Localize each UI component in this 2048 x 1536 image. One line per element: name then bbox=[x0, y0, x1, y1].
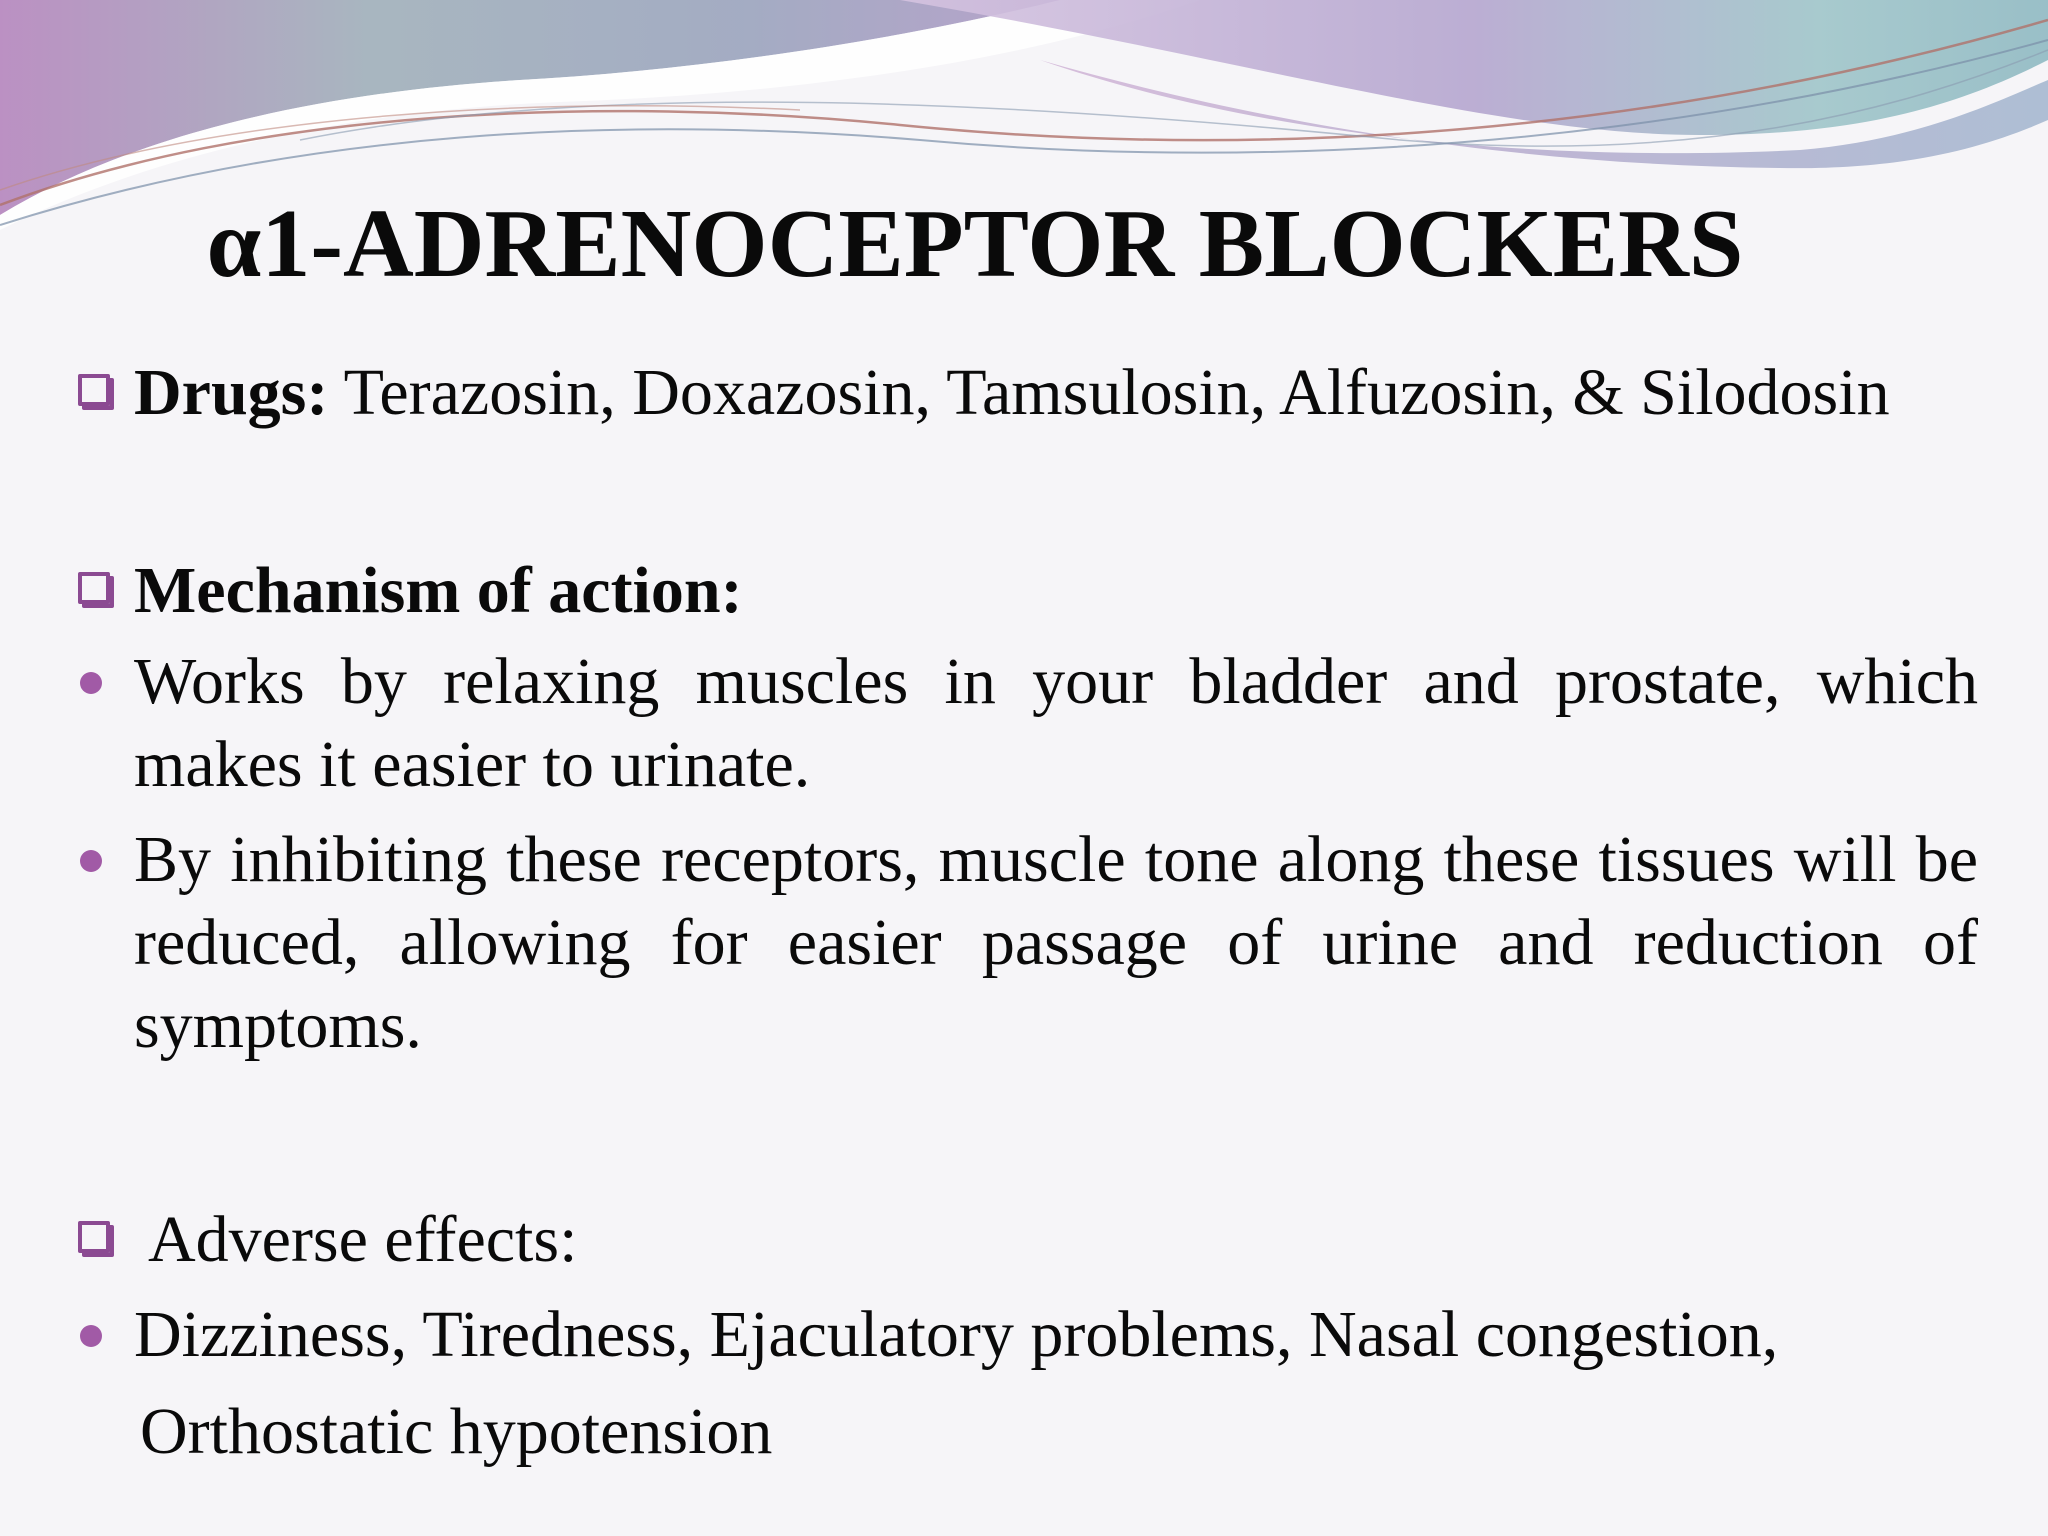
adverse-continuation bbox=[72, 1390, 1978, 1473]
drugs-list: Terazosin, Doxazosin, Tamsulosin, Alfuzosin, & Silodosin bbox=[328, 356, 1890, 429]
round-bullet-icon bbox=[80, 672, 102, 694]
adverse-continuation-text: Orthostatic hypotension bbox=[140, 1395, 773, 1468]
mechanism-bullet-1: Works by relaxing muscles in your bladder and prostate, which makes it easier to urinate. bbox=[134, 645, 1978, 801]
list-item bbox=[72, 640, 1978, 806]
round-bullet-icon bbox=[80, 1325, 102, 1347]
list-item bbox=[72, 818, 1978, 1067]
adverse-bullet: Dizziness, Tiredness, Ejaculatory problems, Nasal congestion, bbox=[134, 1298, 1779, 1371]
adverse-heading: Adverse effects: bbox=[148, 1203, 578, 1276]
hollow-square-icon bbox=[78, 572, 110, 604]
slide-title: α1-ADRENOCEPTOR BLOCKERS bbox=[206, 190, 1744, 298]
drugs-label: Drugs: bbox=[134, 356, 329, 429]
mechanism-bullet-2: By inhibiting these receptors, muscle tone along these tissues will be reduced, allowing for easier passage of urine and reduction of symptoms. bbox=[134, 823, 1978, 1062]
slide-content bbox=[72, 352, 1978, 1473]
adverse-section-heading bbox=[72, 1199, 1978, 1281]
hollow-square-icon bbox=[78, 374, 110, 406]
mechanism-section-heading bbox=[72, 550, 1978, 632]
round-bullet-icon bbox=[80, 850, 102, 872]
hollow-square-icon bbox=[78, 1221, 110, 1253]
mechanism-heading: Mechanism of action: bbox=[134, 554, 743, 627]
list-item bbox=[72, 1293, 1978, 1376]
drugs-section bbox=[72, 352, 1978, 434]
